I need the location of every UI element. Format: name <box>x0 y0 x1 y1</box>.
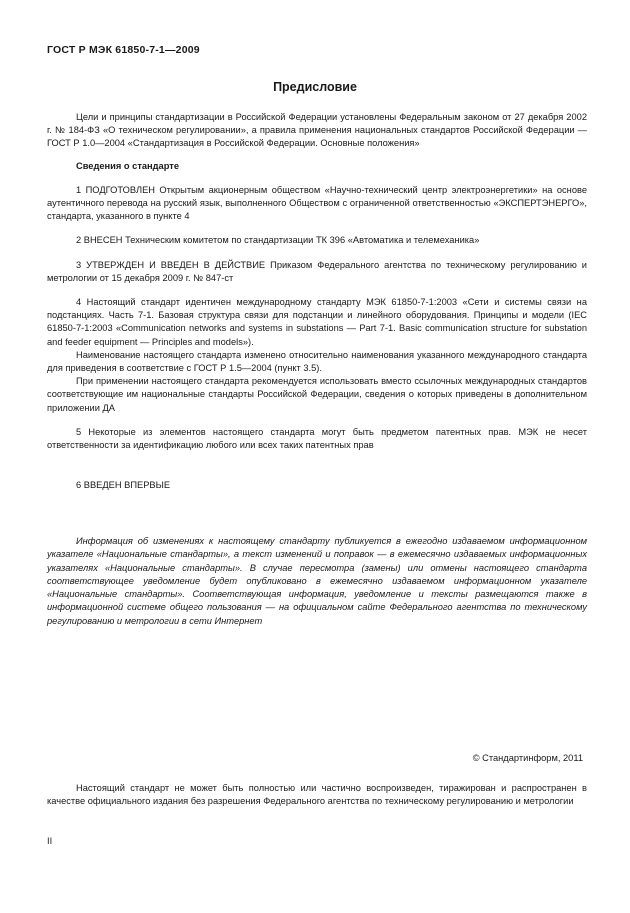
item-5-patents: 5 Некоторые из элементов настоящего стандарта могут быть предметом патентных прав. МЭК не несет ответственности за идентификацию любого или всех таких патентных прав <box>47 426 587 451</box>
page-title: Предисловие <box>273 80 357 94</box>
item-4-name-change: Наименование настоящего стандарта изменено относительно наименования указанного международного стандарта для приведения в соответствие с ГОСТ Р 1.5—2004 (пункт 3.5). <box>47 349 587 374</box>
copyright-line: © Стандартинформ, 2011 <box>472 753 583 763</box>
reproduction-notice-text: Настоящий стандарт не может быть полностью или частично воспроизведен, тиражирован и распространен в качестве официального издания без разрешения Федерального агентства по техническому регулированию и метрологии <box>47 783 587 807</box>
document-header: ГОСТ Р МЭК 61850-7-1—2009 <box>47 44 200 56</box>
item-1-prepared: 1 ПОДГОТОВЛЕН Открытым акционерным обществом «Научно-технический центр электроэнергетики» на основе аутентичного перевода на русский язык, выполненного Обществом с ограниченной ответственностью «ЭКСПЕРТЭНЕРГО», стандарта, указанного в пункте 4 <box>47 184 587 222</box>
changes-info-paragraph: Информация об изменениях к настоящему стандарту публикуется в ежегодно издаваемом информационном указателе «Национальные стандарты», а текст изменений и поправок — в ежемесячно издаваемых информационных указателях «Национальные стандарты». В случае пересмотра (замены) или отмены настоящего стандарта соответствующее уведомление будет опубликовано в ежемесячно издаваемом информационном указателе «Национальные стандарты». Соответствующая информация, уведомление и тексты размещаются также в информационной системе общего пользования — на официальном сайте Федерального агентства по техническому регулированию и метрологии в сети Интернет <box>47 536 587 626</box>
reproduction-notice <box>47 782 587 808</box>
standard-info-heading: Сведения о стандарте <box>76 160 180 171</box>
page-number: II <box>47 836 53 846</box>
item-2-introduced: 2 ВНЕСЕН Техническим комитетом по стандартизации ТК 396 «Автоматика и телемеханика» <box>76 235 480 246</box>
item-4-identical: 4 Настоящий стандарт идентичен международному стандарту МЭК 61850-7-1:2003 «Сети и системы связи на подстанциях. Часть 7-1. Базовая структура связи для подстанции и линейного оборудования. Принципы и модели (IEC 61850-7-1:2003 «Communication networks and systems in substations — Part 7-1. Basic communication structure for substation and feeder equipment — Principles and models»). <box>47 297 587 347</box>
item-4-references: При применении настоящего стандарта рекомендуется использовать вместо ссылочных международных стандартов соответствующие им национальные стандарты Российской Федерации, сведения о которых приведены в дополнительном приложении ДА <box>47 376 587 413</box>
foreword-body <box>47 111 587 452</box>
goals-paragraph: Цели и принципы стандартизации в Российской Федерации установлены Федеральным законом от 27 декабря 2002 г. № 184-ФЗ «О техническом регулировании», а правила применения национальных стандартов Российской Федерации — ГОСТ Р 1.0—2004 «Стандартизация в Российской Федерации. Основные положения» <box>47 112 587 149</box>
changes-information <box>47 535 587 628</box>
item-3-approved: 3 УТВЕРЖДЕН И ВВЕДЕН В ДЕЙСТВИЕ Приказом Федерального агентства по техническому регулированию и метрологии от 15 декабря 2009 г. № 847-ст <box>47 259 587 283</box>
item-6-first-introduced: 6 ВВЕДЕН ВПЕРВЫЕ <box>76 480 171 490</box>
